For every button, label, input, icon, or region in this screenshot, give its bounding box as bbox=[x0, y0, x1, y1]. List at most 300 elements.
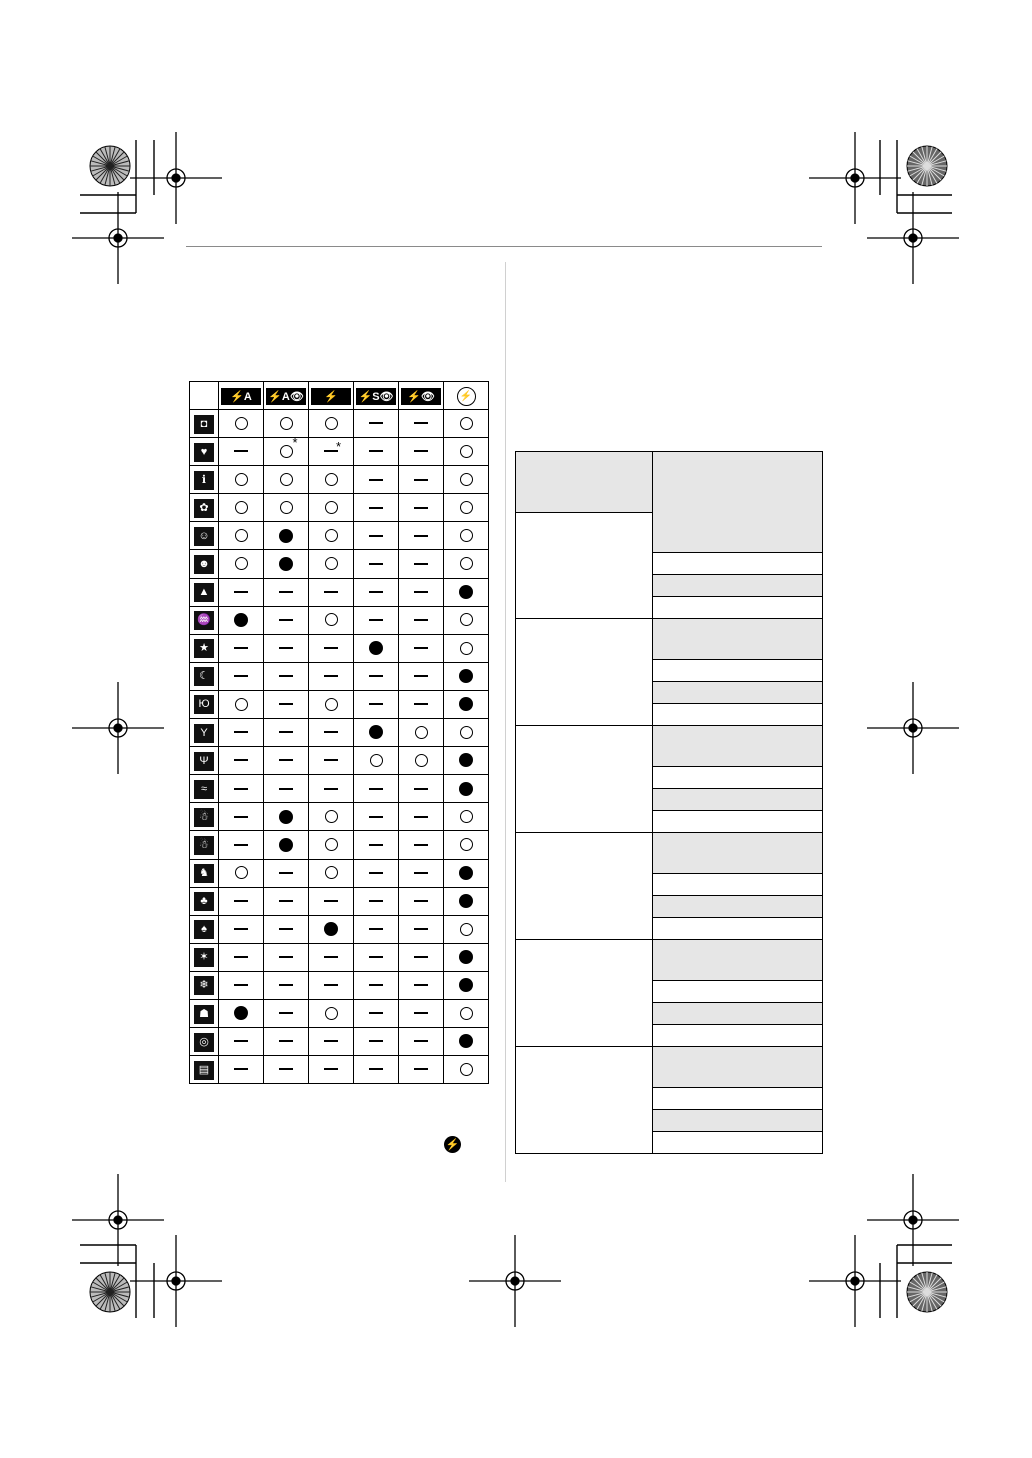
right-table-subrow bbox=[653, 660, 822, 682]
table-cell bbox=[264, 943, 309, 971]
baby2-icon: ☃ bbox=[194, 836, 214, 855]
table-cell bbox=[264, 887, 309, 915]
table-cell bbox=[219, 859, 264, 887]
scene-icon-cell bbox=[190, 662, 219, 690]
header-forced-on-redeye bbox=[399, 382, 444, 410]
table-cell bbox=[219, 999, 264, 1027]
header-slow-sync-redeye bbox=[354, 382, 399, 410]
pinhole-icon: ◎ bbox=[194, 1033, 214, 1052]
dash-mark bbox=[369, 422, 383, 424]
right-table-subrow bbox=[653, 896, 822, 918]
table-cell bbox=[354, 1028, 399, 1056]
table-row bbox=[190, 943, 489, 971]
registration-crosshair bbox=[114, 724, 122, 732]
dash-mark bbox=[279, 647, 293, 649]
table-cell bbox=[219, 466, 264, 494]
open-circle-mark bbox=[460, 1063, 473, 1076]
table-cell bbox=[444, 690, 489, 718]
dash-mark bbox=[369, 703, 383, 705]
open-circle-mark bbox=[325, 838, 338, 851]
dash-mark bbox=[279, 1068, 293, 1070]
scene-icon-cell bbox=[190, 606, 219, 634]
table-cell bbox=[354, 606, 399, 634]
right-table-subrow bbox=[653, 940, 822, 981]
table-cell bbox=[264, 999, 309, 1027]
open-circle-mark bbox=[415, 726, 428, 739]
table-cell bbox=[219, 831, 264, 859]
table-cell bbox=[264, 410, 309, 438]
table-cell bbox=[444, 662, 489, 690]
dash-mark bbox=[324, 675, 338, 677]
dash-mark bbox=[234, 1068, 248, 1070]
scene-icon-cell bbox=[190, 971, 219, 999]
tulip-icon: ✿ bbox=[194, 499, 214, 518]
flash-forced-on-redeye-icon: ⚡👁 bbox=[401, 388, 441, 405]
night-portrait-icon: ★ bbox=[194, 639, 214, 658]
table-cell bbox=[354, 915, 399, 943]
table-cell bbox=[354, 438, 399, 466]
scene-icon-cell bbox=[190, 775, 219, 803]
dash-mark bbox=[369, 591, 383, 593]
dash-mark bbox=[324, 984, 338, 986]
table-cell bbox=[264, 915, 309, 943]
scene-icon-cell bbox=[190, 494, 219, 522]
right-table-subrow bbox=[653, 981, 822, 1003]
scene-icon-cell bbox=[190, 634, 219, 662]
dash-mark bbox=[414, 1012, 428, 1014]
dash-mark bbox=[234, 956, 248, 958]
table-cell bbox=[399, 634, 444, 662]
scene-icon-cell bbox=[190, 915, 219, 943]
sports-icon: ♒ bbox=[194, 611, 214, 630]
table-cell bbox=[219, 971, 264, 999]
table-cell bbox=[354, 1056, 399, 1084]
dash-mark bbox=[414, 675, 428, 677]
dash-mark bbox=[414, 984, 428, 986]
open-circle-mark bbox=[235, 866, 248, 879]
snow-icon: ❄ bbox=[194, 976, 214, 995]
table-cell bbox=[309, 803, 354, 831]
table-row bbox=[190, 803, 489, 831]
open-circle-mark bbox=[280, 501, 293, 514]
dash-mark bbox=[324, 788, 338, 790]
table-cell bbox=[444, 943, 489, 971]
open-circle-mark bbox=[325, 866, 338, 879]
flash-auto-icon: ⚡A bbox=[221, 388, 261, 405]
filled-circle-mark bbox=[369, 641, 383, 655]
right-table-subrow bbox=[653, 726, 822, 767]
pet-icon: ♞ bbox=[194, 864, 214, 883]
color-wheel-mark bbox=[907, 1272, 947, 1312]
registration-crosshair bbox=[114, 1216, 122, 1224]
table-cell bbox=[354, 578, 399, 606]
scene-icon-cell bbox=[190, 887, 219, 915]
table-row bbox=[190, 1028, 489, 1056]
table-cell bbox=[444, 466, 489, 494]
table-cell bbox=[399, 410, 444, 438]
table-cell bbox=[219, 662, 264, 690]
table-cell bbox=[399, 971, 444, 999]
table-cell bbox=[354, 410, 399, 438]
table-cell bbox=[264, 747, 309, 775]
table-cell bbox=[219, 915, 264, 943]
scene-icon-cell bbox=[190, 859, 219, 887]
dash-mark bbox=[369, 535, 383, 537]
table-cell bbox=[444, 915, 489, 943]
table-cell bbox=[264, 1028, 309, 1056]
right-table-subrow bbox=[653, 833, 822, 874]
open-circle-mark bbox=[460, 726, 473, 739]
dash-mark bbox=[279, 900, 293, 902]
table-cell bbox=[354, 887, 399, 915]
scene-icon-cell bbox=[190, 1056, 219, 1084]
right-table-subrow bbox=[653, 767, 822, 789]
open-circle-mark bbox=[235, 529, 248, 542]
open-circle-mark bbox=[325, 698, 338, 711]
dash-mark bbox=[279, 956, 293, 958]
flash-off-icon: ⚡ bbox=[444, 1136, 461, 1153]
table-cell bbox=[219, 803, 264, 831]
open-circle-mark bbox=[235, 698, 248, 711]
dash-mark bbox=[414, 788, 428, 790]
dash-mark bbox=[324, 439, 342, 455]
table-cell bbox=[309, 634, 354, 662]
table-cell bbox=[444, 494, 489, 522]
table-cell bbox=[219, 719, 264, 747]
table-cell bbox=[399, 466, 444, 494]
color-wheel-mark bbox=[90, 1272, 130, 1312]
asterisk-mark: * bbox=[336, 439, 342, 455]
dash-mark bbox=[324, 759, 338, 761]
table-cell bbox=[219, 522, 264, 550]
scene-icon-cell bbox=[190, 438, 219, 466]
soft-skin-icon: ☻ bbox=[194, 555, 214, 574]
scene-icon-cell bbox=[190, 719, 219, 747]
dash-mark bbox=[234, 1040, 248, 1042]
table-cell bbox=[399, 775, 444, 803]
dash-mark bbox=[369, 844, 383, 846]
table-cell bbox=[309, 410, 354, 438]
filled-circle-mark bbox=[459, 950, 473, 964]
table-cell bbox=[444, 410, 489, 438]
table-cell bbox=[444, 438, 489, 466]
dash-mark bbox=[324, 591, 338, 593]
table-cell bbox=[264, 971, 309, 999]
scene-icon-cell bbox=[190, 690, 219, 718]
filled-circle-mark bbox=[459, 894, 473, 908]
filled-circle-mark bbox=[279, 529, 293, 543]
table-cell bbox=[219, 775, 264, 803]
table-cell bbox=[264, 634, 309, 662]
open-circle-mark bbox=[415, 754, 428, 767]
right-table-subrow bbox=[653, 1088, 822, 1110]
table-cell bbox=[264, 803, 309, 831]
table-cell bbox=[264, 1056, 309, 1084]
dash-mark bbox=[279, 1040, 293, 1042]
table-cell bbox=[354, 999, 399, 1027]
dash-mark bbox=[414, 479, 428, 481]
dash-mark bbox=[279, 928, 293, 930]
dash-mark bbox=[324, 731, 338, 733]
filled-circle-mark bbox=[459, 697, 473, 711]
dash-mark bbox=[414, 900, 428, 902]
dash-mark bbox=[369, 1012, 383, 1014]
table-cell bbox=[399, 831, 444, 859]
dash-mark bbox=[279, 591, 293, 593]
table-cell bbox=[354, 831, 399, 859]
right-table-subrow bbox=[653, 1110, 822, 1132]
open-circle-mark bbox=[460, 557, 473, 570]
table-cell bbox=[309, 971, 354, 999]
dash-mark bbox=[414, 619, 428, 621]
filled-circle-mark bbox=[279, 838, 293, 852]
table-cell bbox=[354, 943, 399, 971]
table-cell bbox=[444, 859, 489, 887]
dash-mark bbox=[279, 1012, 293, 1014]
sunset-icon: ♣ bbox=[194, 892, 214, 911]
table-cell bbox=[444, 634, 489, 662]
filled-circle-mark bbox=[234, 613, 248, 627]
open-circle-mark bbox=[280, 473, 293, 486]
dash-mark bbox=[369, 479, 383, 481]
heart-icon: ♥ bbox=[194, 443, 214, 462]
table-cell bbox=[399, 578, 444, 606]
party-icon: Y bbox=[194, 724, 214, 743]
filled-circle-mark bbox=[459, 978, 473, 992]
dash-mark bbox=[324, 647, 338, 649]
dash-mark bbox=[414, 703, 428, 705]
table-row bbox=[190, 775, 489, 803]
table-cell bbox=[399, 494, 444, 522]
table-row bbox=[190, 662, 489, 690]
table-row bbox=[190, 466, 489, 494]
table-cell bbox=[399, 999, 444, 1027]
table-cell bbox=[444, 971, 489, 999]
table-cell bbox=[219, 410, 264, 438]
registration-crosshair bbox=[511, 1277, 519, 1285]
table-row bbox=[190, 606, 489, 634]
table-cell bbox=[309, 719, 354, 747]
right-table-subrow bbox=[653, 597, 822, 619]
table-row bbox=[190, 719, 489, 747]
flash-table-header-row bbox=[190, 382, 489, 410]
baby1-icon: ☃ bbox=[194, 808, 214, 827]
table-cell bbox=[309, 831, 354, 859]
right-table-subrow bbox=[653, 553, 822, 575]
table-cell bbox=[309, 859, 354, 887]
table-cell bbox=[309, 662, 354, 690]
table-row bbox=[190, 999, 489, 1027]
dash-mark bbox=[369, 872, 383, 874]
dash-mark bbox=[324, 1040, 338, 1042]
scenery-icon: ▲ bbox=[194, 583, 214, 602]
table-cell bbox=[264, 719, 309, 747]
registration-crosshair bbox=[114, 234, 122, 242]
dash-mark bbox=[234, 759, 248, 761]
table-row bbox=[190, 831, 489, 859]
dash-mark bbox=[414, 450, 428, 452]
table-cell bbox=[309, 1028, 354, 1056]
dash-mark bbox=[279, 759, 293, 761]
filled-circle-mark bbox=[279, 810, 293, 824]
open-circle-mark bbox=[460, 417, 473, 430]
open-circle-mark bbox=[235, 417, 248, 430]
scene-icon-cell bbox=[190, 943, 219, 971]
table-cell bbox=[309, 915, 354, 943]
open-circle-mark bbox=[460, 1007, 473, 1020]
table-cell bbox=[444, 719, 489, 747]
right-table-subrow bbox=[653, 811, 822, 833]
registration-crosshair bbox=[172, 174, 180, 182]
table-row bbox=[190, 634, 489, 662]
dash-mark bbox=[234, 816, 248, 818]
dash-mark bbox=[234, 928, 248, 930]
table-cell bbox=[444, 550, 489, 578]
corner-cell bbox=[190, 382, 219, 410]
flash-forced-on-icon: ⚡ bbox=[311, 388, 351, 405]
open-circle-mark bbox=[325, 501, 338, 514]
dash-mark bbox=[234, 788, 248, 790]
right-table-subrow bbox=[653, 704, 822, 726]
table-cell bbox=[264, 662, 309, 690]
table-cell bbox=[219, 690, 264, 718]
dash-mark bbox=[369, 1040, 383, 1042]
table-row bbox=[190, 494, 489, 522]
flash-slow-sync-redeye-icon: ⚡S👁 bbox=[356, 388, 396, 405]
dash-mark bbox=[369, 675, 383, 677]
film-icon: ▤ bbox=[194, 1061, 214, 1080]
table-cell bbox=[264, 522, 309, 550]
right-settings-table bbox=[515, 451, 823, 1154]
table-cell bbox=[219, 578, 264, 606]
table-cell bbox=[219, 494, 264, 522]
table-row bbox=[190, 578, 489, 606]
dash-mark bbox=[369, 563, 383, 565]
table-cell bbox=[399, 915, 444, 943]
open-circle-mark bbox=[460, 501, 473, 514]
dash-mark bbox=[414, 507, 428, 509]
beach-icon: ♠ bbox=[194, 920, 214, 939]
open-circle-mark bbox=[325, 529, 338, 542]
table-row bbox=[190, 690, 489, 718]
dash-mark bbox=[279, 703, 293, 705]
dash-mark bbox=[234, 647, 248, 649]
dash-mark bbox=[369, 816, 383, 818]
table-cell bbox=[219, 1028, 264, 1056]
portrait-icon: ☺ bbox=[194, 527, 214, 546]
aerial-icon: ☗ bbox=[194, 1005, 214, 1024]
dash-mark bbox=[414, 1068, 428, 1070]
open-circle-mark bbox=[235, 473, 248, 486]
table-row bbox=[190, 915, 489, 943]
open-circle-mark bbox=[280, 434, 298, 458]
open-circle-mark bbox=[325, 613, 338, 626]
open-circle-mark bbox=[460, 810, 473, 823]
scene-icon-cell bbox=[190, 466, 219, 494]
table-row bbox=[190, 859, 489, 887]
table-cell bbox=[354, 550, 399, 578]
table-row bbox=[190, 887, 489, 915]
right-table-subrow bbox=[653, 1047, 822, 1088]
dash-mark bbox=[414, 956, 428, 958]
table-cell bbox=[309, 494, 354, 522]
dash-mark bbox=[369, 928, 383, 930]
scene-icon-cell bbox=[190, 999, 219, 1027]
table-cell bbox=[264, 578, 309, 606]
dash-mark bbox=[414, 816, 428, 818]
scene-icon-cell bbox=[190, 803, 219, 831]
table-cell bbox=[219, 606, 264, 634]
camera-icon: ◘ bbox=[194, 415, 214, 434]
open-circle-mark bbox=[235, 557, 248, 570]
table-cell bbox=[399, 859, 444, 887]
table-cell bbox=[354, 747, 399, 775]
table-row bbox=[190, 438, 489, 466]
right-table-column-divider bbox=[652, 452, 653, 1153]
table-cell bbox=[399, 438, 444, 466]
dash-mark bbox=[324, 1068, 338, 1070]
flash-auto-redeye-icon: ⚡A👁 bbox=[266, 388, 306, 405]
table-cell bbox=[219, 550, 264, 578]
registration-crosshair bbox=[909, 724, 917, 732]
table-cell bbox=[399, 522, 444, 550]
dash-mark bbox=[234, 900, 248, 902]
table-cell bbox=[264, 606, 309, 634]
dash-mark bbox=[234, 731, 248, 733]
filled-circle-mark bbox=[459, 585, 473, 599]
header-forced-on bbox=[309, 382, 354, 410]
table-cell bbox=[264, 831, 309, 859]
dash-mark bbox=[234, 844, 248, 846]
table-cell bbox=[219, 1056, 264, 1084]
filled-circle-mark bbox=[369, 725, 383, 739]
dash-mark bbox=[414, 591, 428, 593]
dash-mark bbox=[414, 1040, 428, 1042]
filled-circle-mark bbox=[459, 782, 473, 796]
dash-mark bbox=[234, 450, 248, 452]
dash-mark bbox=[414, 872, 428, 874]
open-circle-mark bbox=[370, 754, 383, 767]
registration-crosshair bbox=[851, 174, 859, 182]
table-cell bbox=[264, 690, 309, 718]
table-cell bbox=[399, 719, 444, 747]
table-cell bbox=[309, 775, 354, 803]
filled-circle-mark bbox=[459, 669, 473, 683]
open-circle-mark bbox=[325, 810, 338, 823]
table-cell bbox=[309, 690, 354, 718]
candle-icon: Ψ bbox=[194, 752, 214, 771]
scene-icon-cell bbox=[190, 747, 219, 775]
dash-mark bbox=[234, 984, 248, 986]
filled-circle-mark bbox=[234, 1006, 248, 1020]
table-cell bbox=[309, 466, 354, 494]
table-cell bbox=[444, 1056, 489, 1084]
scene-icon-cell bbox=[190, 578, 219, 606]
filled-circle-mark bbox=[459, 866, 473, 880]
right-table-header bbox=[516, 452, 822, 513]
table-row bbox=[190, 550, 489, 578]
table-cell bbox=[354, 494, 399, 522]
color-wheel-mark bbox=[90, 146, 130, 186]
open-circle-mark bbox=[235, 501, 248, 514]
table-cell bbox=[399, 1056, 444, 1084]
filled-circle-mark bbox=[459, 753, 473, 767]
table-cell bbox=[399, 1028, 444, 1056]
table-row bbox=[190, 747, 489, 775]
registration-crosshair bbox=[909, 234, 917, 242]
table-cell bbox=[354, 634, 399, 662]
table-cell bbox=[219, 634, 264, 662]
